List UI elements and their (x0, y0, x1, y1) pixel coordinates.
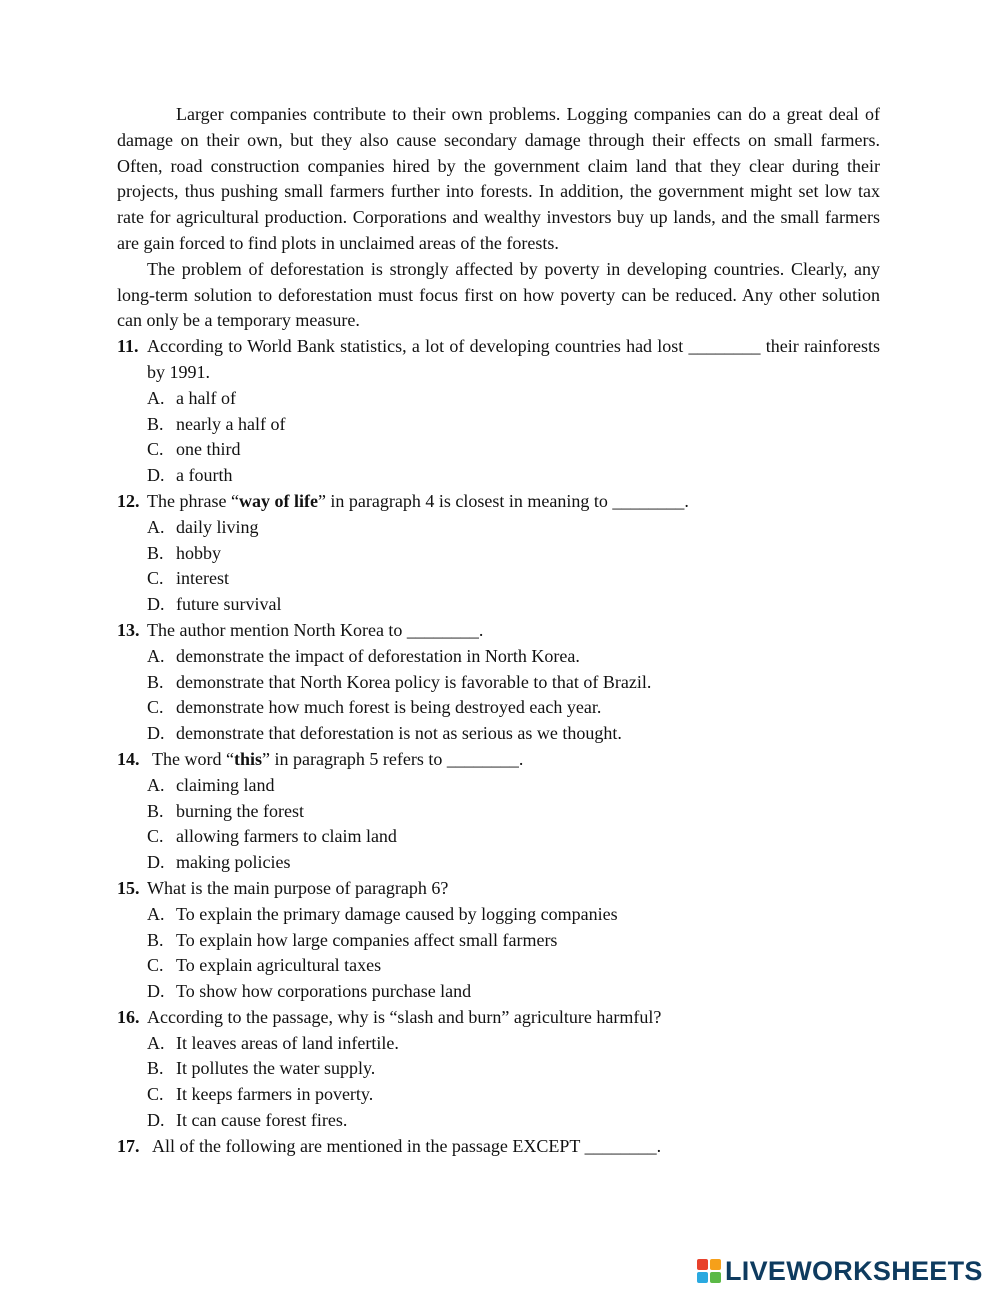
option-text: allowing farmers to claim land (176, 826, 397, 847)
option-letter: A. (147, 774, 165, 795)
option-letter: C. (147, 826, 164, 847)
logo-square-icon (710, 1272, 721, 1283)
option-text: demonstrate that North Korea policy is favorable to that of Brazil. (176, 671, 652, 692)
option-letter: B. (147, 671, 164, 692)
option-text: demonstrate how much forest is being destroyed each year. (176, 697, 602, 718)
liveworksheets-logo-icon (697, 1259, 721, 1283)
answer-options (117, 902, 880, 1005)
question-stem (117, 876, 880, 902)
answer-option[interactable] (117, 953, 880, 979)
option-text: hobby (176, 542, 221, 563)
answer-option[interactable] (117, 670, 880, 696)
question-12 (117, 489, 880, 618)
option-letter: D. (147, 465, 165, 486)
question-stem (117, 334, 880, 386)
option-letter: C. (147, 955, 164, 976)
question-keyword: way of life (238, 490, 318, 511)
worksheet-page (117, 102, 880, 1160)
option-letter: C. (147, 1084, 164, 1105)
question-number: 16. (117, 1006, 140, 1027)
passage-paragraph: The problem of deforestation is strongly affected by poverty in developing countries. Clearly, any long-term solution to deforestation must focus first on how poverty can be reduced. Any other solution can only be a temporary measure. (117, 258, 880, 331)
question-text: According to World Bank statistics, a lot of developing countries had lost ________ their rainforests by 1991. (147, 336, 880, 382)
option-letter: D. (147, 723, 165, 744)
option-text: It can cause forest fires. (176, 1110, 348, 1131)
question-17 (117, 1134, 880, 1160)
option-letter: B. (147, 413, 164, 434)
question-keyword: this (233, 748, 262, 769)
option-text: interest (176, 568, 229, 589)
option-text: making policies (176, 852, 291, 873)
answer-options (117, 1031, 880, 1134)
option-text: a fourth (176, 465, 233, 486)
option-text: It keeps farmers in poverty. (176, 1084, 374, 1105)
option-letter: C. (147, 568, 164, 589)
option-text: daily living (176, 516, 259, 537)
answer-option[interactable] (117, 850, 880, 876)
option-text: To explain how large companies affect small farmers (176, 929, 558, 950)
option-text: To explain agricultural taxes (176, 955, 382, 976)
option-text: It leaves areas of land infertile. (176, 1032, 399, 1053)
question-number: 13. (117, 619, 140, 640)
question-number: 11. (117, 336, 139, 357)
question-text: All of the following are mentioned in the passage EXCEPT ________. (152, 1135, 662, 1156)
liveworksheets-logo (697, 1256, 983, 1286)
logo-square-icon (697, 1272, 708, 1283)
question-11 (117, 334, 880, 489)
answer-option[interactable] (117, 824, 880, 850)
answer-option[interactable] (117, 592, 880, 618)
option-text: To show how corporations purchase land (176, 981, 472, 1002)
answer-option[interactable] (117, 773, 880, 799)
question-stem (117, 618, 880, 644)
logo-square-icon (710, 1259, 721, 1270)
answer-option[interactable] (117, 437, 880, 463)
question-15 (117, 876, 880, 1005)
answer-option[interactable] (117, 515, 880, 541)
option-letter: A. (147, 1032, 165, 1053)
option-text: demonstrate the impact of deforestation in North Korea. (176, 645, 580, 666)
answer-option[interactable] (117, 1082, 880, 1108)
answer-option[interactable] (117, 695, 880, 721)
answer-options (117, 386, 880, 489)
option-letter: B. (147, 1058, 164, 1079)
option-text: It pollutes the water supply. (176, 1058, 376, 1079)
answer-options (117, 515, 880, 618)
passage-paragraph: Larger companies contribute to their own problems. Logging companies can do a great deal of damage on their own, but they also cause secondary damage through their effects on small farmers. Often, road construction companies hired by the government claim land that they clear during their projects, thus pushing small farmers further into forests. In addition, the government might set low tax rate for agricultural production. Corporations and wealthy investors buy up lands, and the small farmers are gain forced to find plots in unclaimed areas of the forests. (117, 104, 880, 253)
answer-option[interactable] (117, 1031, 880, 1057)
option-letter: B. (147, 542, 164, 563)
option-letter: A. (147, 903, 165, 924)
question-text: What is the main purpose of paragraph 6? (147, 877, 449, 898)
option-letter: C. (147, 697, 164, 718)
question-14 (117, 747, 880, 876)
answer-options (117, 773, 880, 876)
question-number: 17. (117, 1135, 140, 1156)
question-text-before: The word “ (152, 748, 234, 769)
question-stem (117, 489, 880, 515)
question-text: The author mention North Korea to ________. (147, 619, 484, 640)
option-letter: D. (147, 852, 165, 873)
question-13 (117, 618, 880, 747)
question-stem (117, 1134, 880, 1160)
answer-options (117, 644, 880, 747)
answer-option[interactable] (117, 902, 880, 928)
option-text: burning the forest (176, 800, 304, 821)
option-letter: D. (147, 981, 165, 1002)
question-text-after: ” in paragraph 5 refers to ________. (261, 748, 524, 769)
logo-square-icon (697, 1259, 708, 1270)
question-text-after: ” in paragraph 4 is closest in meaning to ________. (317, 490, 689, 511)
option-text: nearly a half of (176, 413, 286, 434)
option-letter: C. (147, 439, 164, 460)
answer-option[interactable] (117, 979, 880, 1005)
answer-option[interactable] (117, 928, 880, 954)
question-number: 12. (117, 490, 140, 511)
answer-option[interactable] (117, 386, 880, 412)
question-number: 15. (117, 877, 140, 898)
question-text-before: The phrase “ (147, 490, 239, 511)
answer-option[interactable] (117, 541, 880, 567)
question-text: According to the passage, why is “slash and burn” agriculture harmful? (147, 1006, 662, 1027)
option-letter: D. (147, 1110, 165, 1131)
answer-option[interactable] (117, 799, 880, 825)
question-stem (117, 747, 880, 773)
option-letter: A. (147, 516, 165, 537)
option-letter: B. (147, 929, 164, 950)
option-text: future survival (176, 594, 282, 615)
answer-option[interactable] (117, 566, 880, 592)
question-stem (117, 1005, 880, 1031)
option-letter: A. (147, 387, 165, 408)
option-text: To explain the primary damage caused by logging companies (176, 903, 618, 924)
answer-option[interactable] (117, 644, 880, 670)
option-text: a half of (176, 387, 236, 408)
answer-option[interactable] (117, 721, 880, 747)
question-16 (117, 1005, 880, 1134)
option-text: claiming land (176, 774, 275, 795)
option-letter: A. (147, 645, 165, 666)
option-text: one third (176, 439, 241, 460)
liveworksheets-logo-text: LIVEWORKSHEETS (725, 1255, 983, 1286)
option-letter: D. (147, 594, 165, 615)
answer-option[interactable] (117, 1056, 880, 1082)
option-letter: B. (147, 800, 164, 821)
answer-option[interactable] (117, 412, 880, 438)
answer-option[interactable] (117, 463, 880, 489)
answer-option[interactable] (117, 1108, 880, 1134)
option-text: demonstrate that deforestation is not as serious as we thought. (176, 723, 622, 744)
question-number: 14. (117, 748, 140, 769)
